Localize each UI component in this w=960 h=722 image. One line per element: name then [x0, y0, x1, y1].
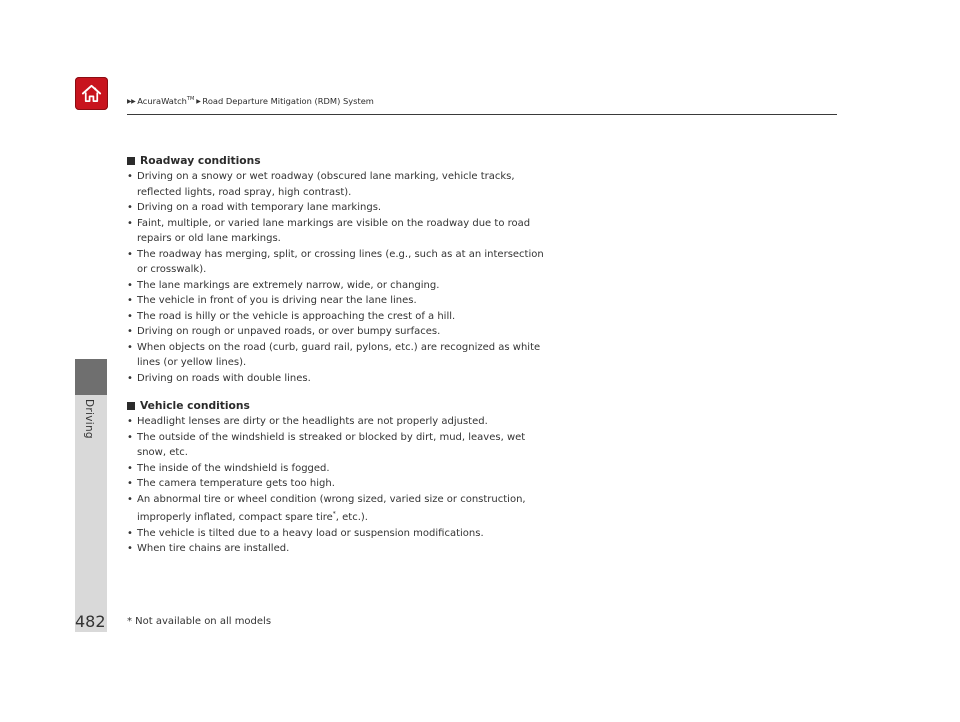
bullet-icon: • [127, 310, 133, 322]
footnote: * Not available on all models [127, 616, 272, 627]
side-tab-marker [75, 359, 107, 395]
section-roadway-conditions [127, 153, 567, 386]
breadcrumb-arrow-icon: ▶ [196, 97, 201, 105]
condition-list [127, 414, 567, 557]
list-item [127, 293, 567, 309]
list-item-line: When tire chains are installed. [137, 543, 290, 555]
breadcrumb-parent[interactable]: AcuraWatch™ [137, 96, 195, 106]
list-item [127, 414, 567, 430]
list-item-line: Driving on roads with double lines. [137, 372, 311, 384]
bullet-icon: • [127, 341, 133, 353]
list-item [127, 200, 567, 216]
bullet-icon: • [127, 462, 133, 474]
condition-list [127, 169, 567, 386]
list-item-line: The roadway has merging, split, or crossing lines (e.g., such as at an intersection [137, 248, 544, 260]
bullet-icon: • [127, 527, 133, 539]
list-item-line: reflected lights, road spray, high contrast). [137, 186, 352, 198]
list-item-line: snow, etc. [137, 447, 188, 458]
list-item [127, 492, 567, 526]
breadcrumb-arrow-icon: ▶▶ [127, 97, 136, 105]
list-item [127, 169, 567, 200]
list-item [127, 461, 567, 477]
list-item-line: The inside of the windshield is fogged. [137, 462, 330, 474]
breadcrumb-current: Road Departure Mitigation (RDM) System [202, 96, 374, 106]
square-bullet-icon [127, 402, 135, 410]
list-item-line: Headlight lenses are dirty or the headlights are not properly adjusted. [137, 416, 488, 427]
list-item [127, 371, 567, 387]
list-item [127, 430, 567, 461]
list-item-line: An abnormal tire or wheel condition (wrong sized, varied size or construction, [137, 493, 526, 505]
bullet-icon: • [127, 295, 133, 306]
list-item [127, 476, 567, 492]
page-number: 482 [75, 612, 106, 631]
bullet-icon: • [127, 431, 133, 443]
list-item-line: The outside of the windshield is streaked or blocked by dirt, mud, leaves, wet [137, 431, 526, 443]
list-item-line: lines (or yellow lines). [137, 357, 247, 368]
list-item [127, 526, 567, 542]
list-item [127, 541, 567, 557]
bullet-icon: • [127, 416, 133, 427]
list-item-line: or crosswalk). [137, 264, 207, 275]
bullet-icon: • [127, 171, 133, 182]
bullet-icon: • [127, 478, 133, 489]
list-item-line: Faint, multiple, or varied lane markings are visible on the roadway due to road [137, 217, 531, 229]
list-item-line: repairs or old lane markings. [137, 233, 281, 244]
list-item-line: The vehicle is tilted due to a heavy load or suspension modifications. [137, 527, 484, 539]
list-item [127, 278, 567, 294]
bullet-icon: • [127, 543, 133, 555]
list-item [127, 340, 567, 371]
list-item-line: The vehicle in front of you is driving near the lane lines. [137, 295, 417, 306]
home-button[interactable] [75, 77, 108, 110]
list-item-line: improperly inflated, compact spare tire*, etc.). [137, 511, 368, 524]
section-vehicle-conditions [127, 398, 567, 557]
list-item [127, 247, 567, 278]
home-icon [80, 82, 103, 105]
section-heading: Vehicle conditions [127, 398, 567, 414]
bullet-icon: • [127, 202, 133, 213]
bullet-icon: • [127, 493, 133, 505]
bullet-icon: • [127, 217, 133, 229]
list-item [127, 309, 567, 325]
list-item-line: When objects on the road (curb, guard rail, pylons, etc.) are recognized as white [137, 341, 541, 353]
side-tab-label: Driving [83, 399, 95, 439]
bullet-icon: • [127, 326, 133, 337]
list-item [127, 216, 567, 247]
bullet-icon: • [127, 248, 133, 260]
breadcrumb [127, 95, 374, 107]
section-heading: Roadway conditions [127, 153, 567, 169]
bullet-icon: • [127, 279, 133, 291]
bullet-icon: • [127, 372, 133, 384]
square-bullet-icon [127, 157, 135, 165]
list-item-line: Driving on a road with temporary lane markings. [137, 202, 382, 213]
list-item [127, 324, 567, 340]
main-content [127, 153, 567, 569]
list-item-line: The road is hilly or the vehicle is approaching the crest of a hill. [137, 310, 456, 322]
list-item-line: The camera temperature gets too high. [137, 478, 335, 489]
header-divider [127, 114, 837, 115]
list-item-line: Driving on rough or unpaved roads, or over bumpy surfaces. [137, 326, 441, 337]
list-item-line: The lane markings are extremely narrow, wide, or changing. [137, 279, 440, 291]
list-item-line: Driving on a snowy or wet roadway (obscured lane marking, vehicle tracks, [137, 171, 515, 182]
